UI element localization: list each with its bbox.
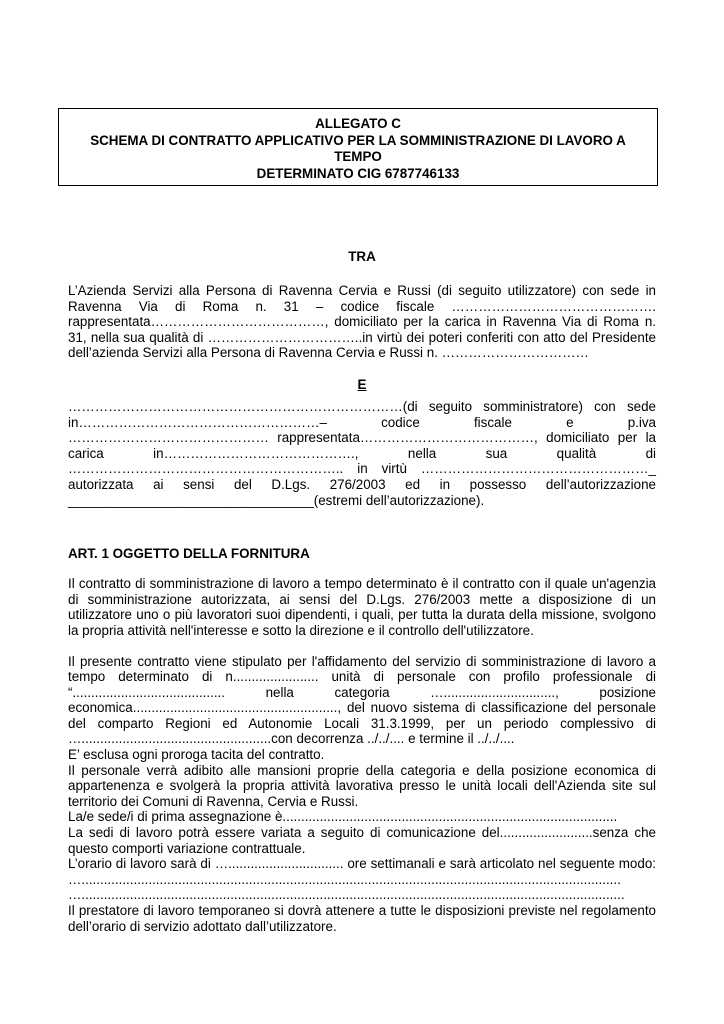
text-line: ….................................................................................................................................................. [68, 887, 625, 903]
utilizzatore-paragraph: L’Azienda Servizi alla Persona di Ravenna Cervia e Russi (di seguito utilizzatore) con sede in Ravenna Via di Roma n. 31 – codice fiscale ………………………………………. rappresentata…………………………………, domiciliato per la carica in Ravenna Via di Roma n. 31, nella sua qualità di ……………………………..in virtù dei poteri conferiti con atto del Presidente dell’azienda Servizi alla Persona di Ravenna Cervia e Russi n. …………………………… [68, 283, 656, 361]
text-line: L’orario di lavoro sarà di …............................... ore settimanali e sarà articolato nel seguente modo: [68, 856, 656, 872]
text-line: “......................................... nella categoria ….............................., posizione [68, 684, 656, 700]
text-line: La sedi di lavoro potrà essere variata a seguito di comunicazione del.........................senza che [68, 825, 656, 841]
text-line: dell’orario di servizio adottato dall’utilizzatore. [68, 918, 337, 934]
text-line: autorizzata ai sensi del D.Lgs. 276/2003 ed in possesso dell’autorizzazione [68, 476, 656, 492]
text-line: …...................................................con decorrenza ../../.... e termine il ../../.... [68, 731, 515, 747]
text-line: Il prestatore di lavoro temporaneo si dovrà attenere a tutte le disposizioni previste nel regolamento [68, 903, 656, 918]
text-line: Il personale verrà adibito alle mansioni proprie della categoria e della posizione economica di [68, 762, 656, 778]
text-line: …................................................................................................................................................. [68, 871, 621, 887]
text-line: La/e sede/i di prima assegnazione è.......................................................................................... [68, 809, 618, 825]
e-heading: E [357, 376, 367, 392]
document-page [68, 108, 656, 934]
oggetto-paragraph: Il contratto di somministrazione di lavoro a tempo determinato è il contratto con il quale un'agenzia di somministrazione autorizzata, ai sensi del D.Lgs. 276/2003 mette a disposizione di un utilizzatore uno o più lavoratori suoi dipendenti, i quali, per tutta la durata della missione, svolgono la propria attività nell'interesse e sotto la direzione e il controllo dell'utilizzatore. [68, 576, 656, 638]
header-title: ALLEGATO C [315, 116, 401, 131]
tra-heading: TRA [348, 249, 376, 264]
somministratore-paragraph [68, 399, 656, 508]
header-subtitle-line1: SCHEMA DI CONTRATTO APPLICATIVO PER LA SOMMINISTRAZIONE DI LAVORO A TEMPO [90, 133, 626, 164]
header-subtitle-line2: DETERMINATO CIG 6787746133 [256, 166, 460, 181]
art1-heading: ART. 1 OGGETTO DELLA FORNITURA [68, 546, 310, 562]
text-line: in………………………………………………– codice fiscale e p.iva [68, 414, 656, 430]
text-line: Il presente contratto viene stipulato per l'affidamento del servizio di somministrazione di lavoro a [68, 653, 656, 669]
text-line: territorio dei Comuni di Ravenna, Cervia e Russi. [68, 793, 359, 809]
text-line: ……………………………………… rappresentata…………………………………, domiciliato per la [68, 430, 656, 446]
contratto-paragraph [68, 654, 656, 935]
text-line: questo comporti variazione contrattuale. [68, 840, 306, 856]
text-line: tempo determinato di n....................... unità di personale con profilo professionale di [68, 669, 656, 685]
text-line: del comparto Regioni ed Autonomie Locali 31.3.1999, per un periodo complessivo di [68, 715, 656, 731]
text-line: economica......................................................., del nuovo sistema di classificazione del personale [68, 700, 656, 716]
text-line: …………………………………………………………………(di seguito somministratore) con sede [68, 398, 656, 414]
text-line: E’ esclusa ogni proroga tacita del contratto. [68, 747, 325, 763]
header-box [58, 108, 658, 186]
text-line: carica in……………………………………., nella sua qualità di [68, 445, 656, 461]
text-line: appartenenza e svolgerà la propria attività lavorativa presso le unità locali dell'Azienda site sul [68, 778, 656, 794]
text-line: _________________________________(estremi dell’autorizzazione). [68, 492, 485, 508]
text-line: …………………………………………………….. in virtù ……………………………………………_ [68, 461, 656, 477]
